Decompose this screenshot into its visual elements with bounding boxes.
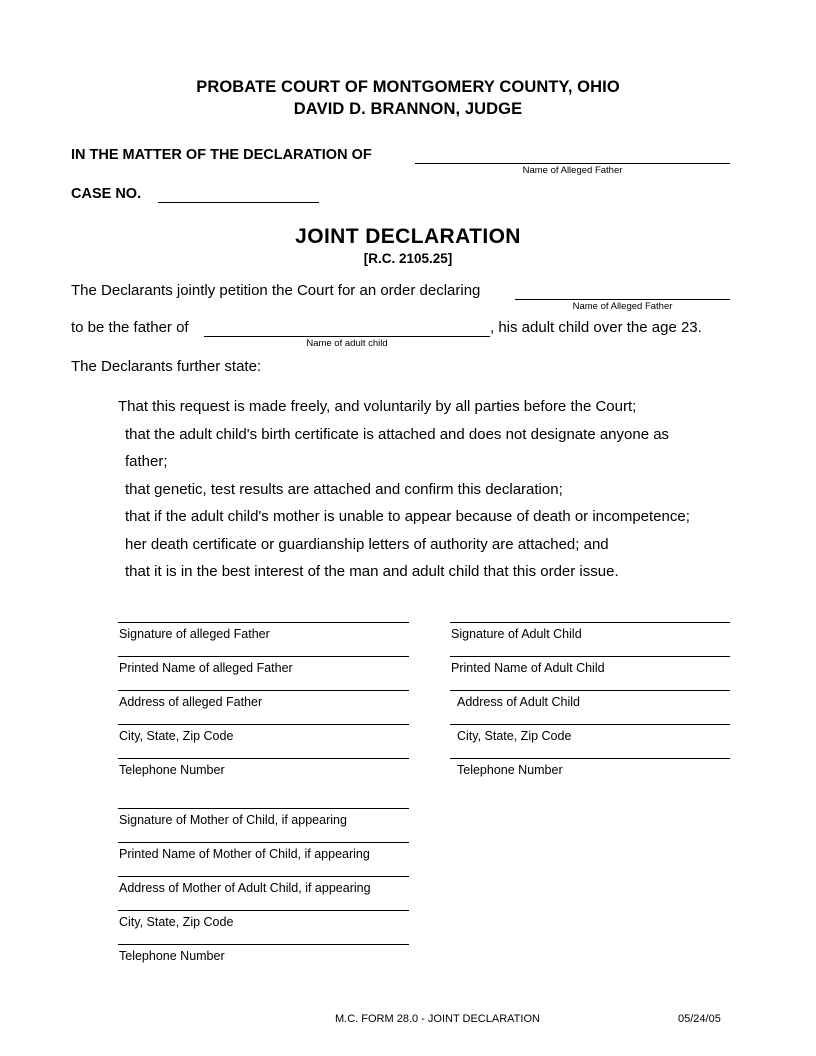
- signature-line[interactable]: [450, 690, 730, 691]
- page-footer: [0, 1013, 816, 1029]
- caption-case-row: [71, 186, 471, 212]
- signature-row: [118, 944, 410, 978]
- court-name: PROBATE COURT OF MONTGOMERY COUNTY, OHIO: [196, 78, 620, 96]
- signature-label: City, State, Zip Code: [457, 729, 572, 743]
- clause-item: that it is in the best interest of the man and adult child that this order issue.: [125, 563, 619, 580]
- signature-row: [118, 758, 410, 792]
- signature-row: [450, 656, 730, 690]
- signature-row: [118, 910, 410, 944]
- signature-line[interactable]: [450, 622, 730, 623]
- clause-item: That this request is made freely, and voluntarily by all parties before the Court;: [118, 398, 637, 415]
- page-title: JOINT DECLARATION: [295, 225, 521, 248]
- further-state-text: The Declarants further state:: [71, 358, 262, 375]
- father-of-tail-text: , his adult child over the age 23.: [490, 319, 702, 336]
- signature-label: Printed Name of alleged Father: [119, 661, 293, 675]
- petition-lead-text: The Declarants jointly petition the Court for an order declaring: [71, 282, 481, 299]
- signature-block-mother: [118, 808, 410, 978]
- signature-row: [450, 622, 730, 656]
- clause-item: father;: [125, 453, 168, 470]
- signature-line[interactable]: [118, 808, 409, 809]
- petition-line-1: [71, 282, 761, 312]
- court-header: [0, 76, 816, 120]
- father-of-lead-text: to be the father of: [71, 319, 189, 336]
- form-identifier: M.C. FORM 28.0 - JOINT DECLARATION: [335, 1013, 540, 1025]
- signature-line[interactable]: [450, 724, 730, 725]
- clause-item: that the adult child's birth certificate is attached and does not designate anyone as: [125, 425, 670, 443]
- signature-line[interactable]: [118, 758, 409, 759]
- signature-line[interactable]: [450, 758, 730, 759]
- signature-line[interactable]: [118, 910, 409, 911]
- matter-blank-caption: Name of Alleged Father: [522, 165, 623, 176]
- signature-row: [118, 622, 410, 656]
- signature-label: City, State, Zip Code: [119, 915, 234, 929]
- signature-line[interactable]: [450, 656, 730, 657]
- signature-line[interactable]: [118, 622, 409, 623]
- adult-child-blank[interactable]: [204, 336, 490, 337]
- matter-label: IN THE MATTER OF THE DECLARATION OF: [71, 147, 372, 163]
- signature-label: Printed Name of Mother of Child, if appearing: [119, 847, 370, 861]
- caption-matter-row: [71, 147, 751, 176]
- signature-label: Signature of alleged Father: [119, 627, 270, 641]
- judge-name: DAVID D. BRANNON, JUDGE: [293, 100, 523, 118]
- petition-line-2: [71, 319, 771, 349]
- adult-child-caption: Name of adult child: [306, 338, 388, 349]
- signature-row: [450, 690, 730, 724]
- clause-list: [118, 393, 768, 586]
- petition-father-blank[interactable]: [515, 299, 730, 300]
- signature-block-adult-child: [450, 622, 730, 792]
- signature-row: [118, 842, 410, 876]
- statute-reference: [R.C. 2105.25]: [363, 251, 453, 266]
- signature-row: [118, 808, 410, 842]
- signature-row: [450, 758, 730, 792]
- signature-label: Signature of Adult Child: [451, 627, 582, 641]
- signature-line[interactable]: [118, 944, 409, 945]
- signature-label: Printed Name of Adult Child: [451, 661, 605, 675]
- signature-label: Telephone Number: [119, 949, 225, 963]
- case-number-label: CASE NO.: [71, 186, 142, 202]
- clause-item: that if the adult child's mother is unable to appear because of death or incompetence;: [125, 508, 690, 525]
- signature-label: Telephone Number: [119, 763, 225, 777]
- petition-father-caption: Name of Alleged Father: [572, 301, 673, 312]
- signature-label: Address of Mother of Adult Child, if appearing: [119, 881, 371, 895]
- clause-item: her death certificate or guardianship letters of authority are attached; and: [125, 535, 609, 553]
- signature-label: Telephone Number: [457, 763, 563, 777]
- signature-row: [118, 656, 410, 690]
- matter-blank-line[interactable]: [415, 163, 730, 164]
- form-revision-date: 05/24/05: [678, 1013, 721, 1025]
- signature-line[interactable]: [118, 656, 409, 657]
- clause-item: that genetic, test results are attached and confirm this declaration;: [125, 480, 563, 498]
- signature-label: Address of Adult Child: [457, 695, 580, 709]
- signature-label: Address of alleged Father: [119, 695, 263, 709]
- signature-row: [450, 724, 730, 758]
- document-title-block: [0, 224, 816, 267]
- signature-line[interactable]: [118, 842, 409, 843]
- signature-block-father: [118, 622, 410, 792]
- signature-line[interactable]: [118, 690, 409, 691]
- signature-label: City, State, Zip Code: [119, 729, 234, 743]
- signature-row: [118, 876, 410, 910]
- signature-line[interactable]: [118, 724, 409, 725]
- signature-row: [118, 690, 410, 724]
- signature-row: [118, 724, 410, 758]
- signature-label: Signature of Mother of Child, if appearing: [119, 813, 347, 827]
- signature-line[interactable]: [118, 876, 409, 877]
- case-number-blank[interactable]: [158, 202, 319, 203]
